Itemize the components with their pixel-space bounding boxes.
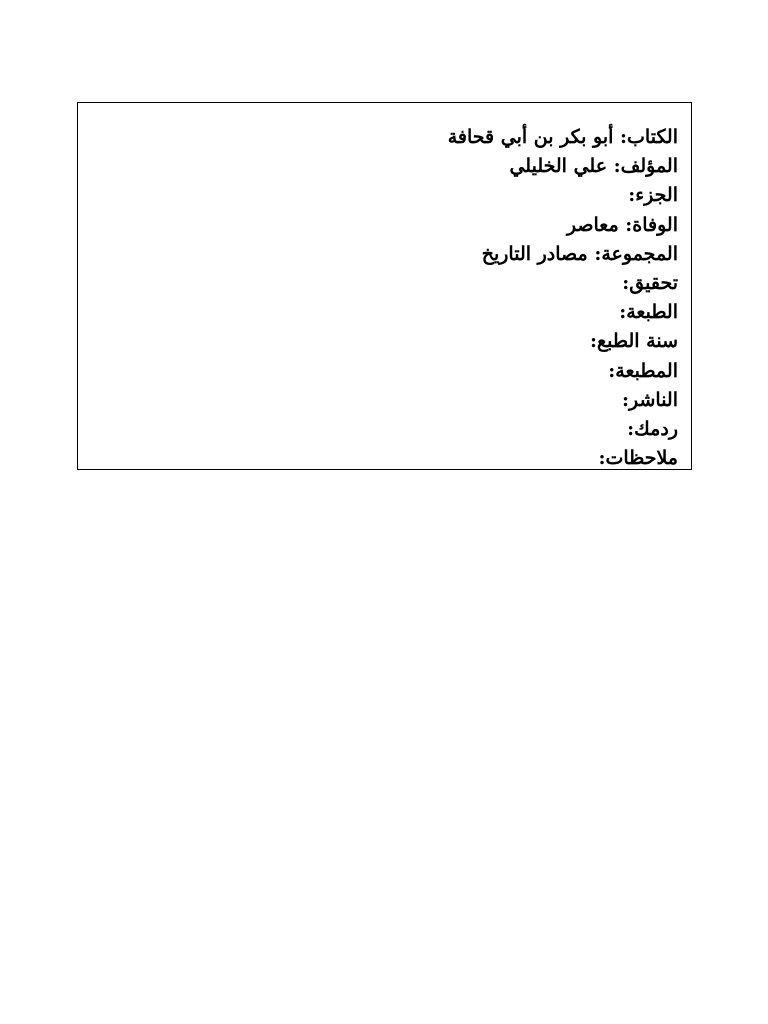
info-label: الطبعة: (619, 301, 678, 324)
info-row-editor (448, 269, 678, 298)
info-row-isbn (448, 415, 678, 444)
info-label: الناشر: (621, 388, 678, 411)
info-row-print-year (448, 327, 678, 356)
info-row-author (448, 152, 678, 181)
info-label: ردمك: (627, 417, 678, 440)
book-info-list (448, 123, 678, 473)
info-value: معاصر (566, 213, 619, 236)
info-row-edition (448, 298, 678, 327)
info-label: المطبعة: (608, 359, 678, 382)
info-value: أبو بكر بن أبي قحافة (447, 126, 614, 148)
info-row-publisher (448, 386, 678, 415)
info-row-collection (448, 240, 678, 269)
info-label: سنة الطبع: (590, 330, 678, 353)
info-label: الوفاة: (625, 213, 678, 236)
info-row-volume (448, 181, 678, 210)
book-info-card (77, 102, 692, 470)
info-label: ملاحظات: (598, 447, 678, 470)
info-row-printer (448, 357, 678, 386)
info-row-notes (448, 444, 678, 473)
info-label: الجزء: (628, 184, 678, 207)
info-label: تحقيق: (622, 271, 678, 294)
info-label: المجموعة: (594, 242, 678, 265)
info-label: الكتاب: (620, 126, 678, 148)
info-row-death (448, 211, 678, 240)
info-value: مصادر التاريخ (481, 242, 588, 265)
info-row-book (448, 123, 678, 152)
info-value: علي الخليلي (509, 155, 608, 178)
info-label: المؤلف: (613, 155, 678, 178)
